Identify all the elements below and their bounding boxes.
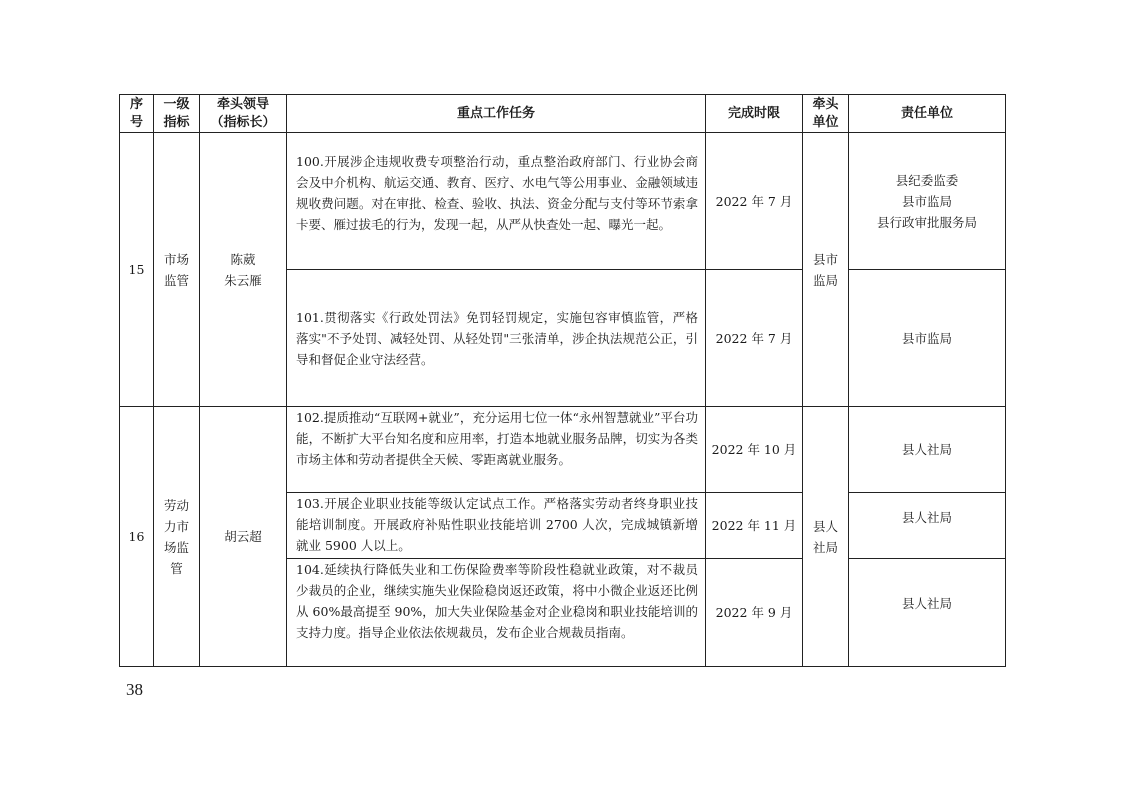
task-cell — [287, 559, 706, 667]
header-row — [120, 95, 1006, 133]
deadline-cell: 2022 年 7 月 — [706, 133, 803, 270]
table-row — [120, 133, 1006, 270]
task-text: 102.提质推动“互联网+就业”，充分运用七位一体“永州智慧就业”平台功能，不断扩大平台知名度和应用率，打造本地就业服务品牌，切实为各类市场主体和劳动者提供全天候、零距离就业服务。 — [296, 410, 698, 467]
indicator-cell: 劳动 力市 场监 管 — [154, 407, 200, 667]
task-text: 103.开展企业职业技能等级认定试点工作。严格落实劳动者终身职业技能培训制度。开展政府补贴性职业技能培训 2700 人次，完成城镇新增就业 5900 人以上。 — [296, 496, 698, 553]
responsible-unit-cell: 县人社局 — [849, 559, 1006, 667]
seq-cell: 16 — [120, 407, 154, 667]
lead-unit-cell: 县人 社局 — [803, 407, 849, 667]
task-cell — [287, 493, 706, 559]
task-cell — [287, 133, 706, 270]
header-lead-leader: 牵头领导 （指标长） — [200, 95, 287, 133]
task-text: 104.延续执行降低失业和工伤保险费率等阶段性稳就业政策，对不裁员少裁员的企业，继续实施失业保险稳岗返还政策，将中小微企业返还比例从 60%最高提至 90%，加大失业保险基金对企业稳岗和职业技能培训的支持力度。指导企业依法依规裁员，发布企业合规裁员指南。 — [296, 562, 698, 640]
deadline-cell: 2022 年 9 月 — [706, 559, 803, 667]
lead-unit-cell: 县市 监局 — [803, 133, 849, 407]
deadline-cell: 2022 年 10 月 — [706, 407, 803, 493]
header-key-task: 重点工作任务 — [287, 95, 706, 133]
header-seq: 序 号 — [120, 95, 154, 133]
work-task-table — [119, 94, 1006, 667]
deadline-cell: 2022 年 11 月 — [706, 493, 803, 559]
task-text: 101.贯彻落实《行政处罚法》免罚轻罚规定，实施包容审慎监管，严格落实"不予处罚、减轻处罚、从轻处罚"三张清单，涉企执法规范公正，引导和督促企业守法经营。 — [296, 309, 698, 367]
responsible-unit-cell: 县纪委监委 县市监局 县行政审批服务局 — [849, 133, 1006, 270]
header-lead-unit: 牵头 单位 — [803, 95, 849, 133]
header-level1-indicator: 一级 指标 — [154, 95, 200, 133]
indicator-cell: 市场 监管 — [154, 133, 200, 407]
leader-cell: 陈葳 朱云雁 — [200, 133, 287, 407]
page-number: 38 — [126, 680, 143, 699]
header-deadline: 完成时限 — [706, 95, 803, 133]
table-row — [120, 407, 1006, 493]
deadline-cell: 2022 年 7 月 — [706, 270, 803, 407]
task-cell — [287, 407, 706, 493]
responsible-unit-cell: 县市监局 — [849, 270, 1006, 407]
responsible-unit-cell: 县人社局 — [849, 407, 1006, 493]
responsible-unit-cell: 县人社局 — [849, 493, 1006, 559]
seq-cell: 15 — [120, 133, 154, 407]
task-cell — [287, 270, 706, 407]
leader-cell: 胡云超 — [200, 407, 287, 667]
header-responsible-unit: 责任单位 — [849, 95, 1006, 133]
task-text: 100.开展涉企违规收费专项整治行动，重点整治政府部门、行业协会商会及中介机构、航运交通、教育、医疗、水电气等公用事业、金融领域违规收费问题。对在审批、检查、验收、执法、资金分配与支付等环节索拿卡要、雁过拔毛的行为，发现一起，从严从快查处一起、曝光一起。 — [296, 154, 698, 232]
